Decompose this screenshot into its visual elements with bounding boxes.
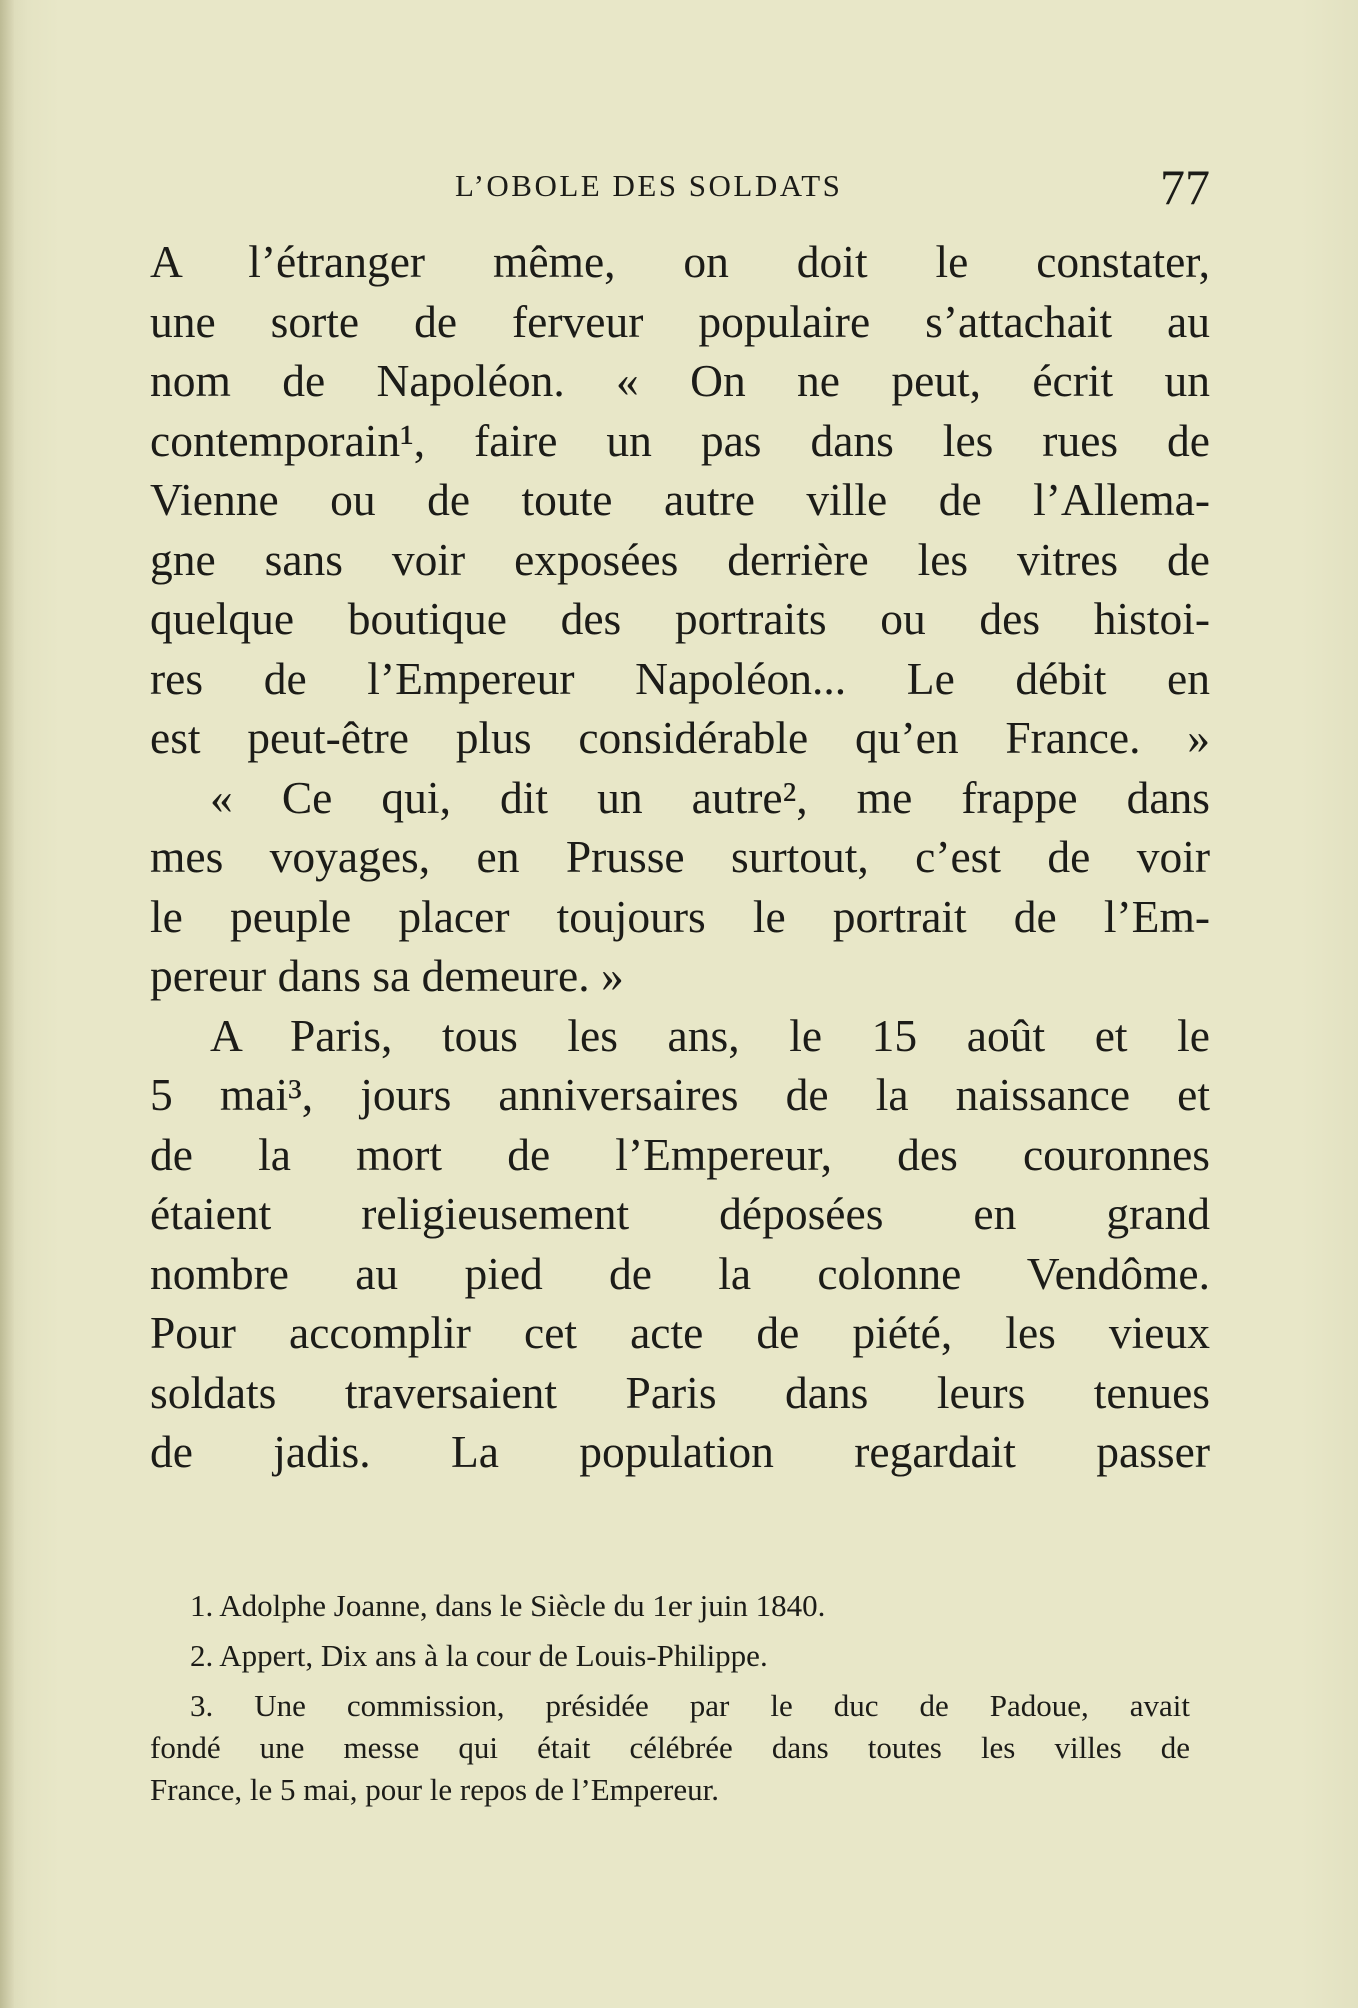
footnote-1: 1. Adolphe Joanne, dans le Siècle du 1er juin 1840. (190, 1588, 826, 1623)
text-line: de la mort de l’Empereur, des couronnes (150, 1128, 1210, 1180)
footnote-2: 2. Appert, Dix ans à la cour de Louis-Philippe. (190, 1638, 768, 1673)
footnotes (150, 1585, 1190, 1811)
page-header (150, 150, 1210, 220)
page-number: 77 (1160, 159, 1210, 215)
text-line: pereur dans sa demeure. » (150, 950, 624, 1001)
text-line: nom de Napoléon. « On ne peut, écrit un (150, 355, 1210, 406)
text-line: nombre au pied de la colonne Vendôme. (150, 1247, 1210, 1299)
text-line: étaient religieusement déposées en grand (150, 1188, 1210, 1239)
footnote-3: 3. Une commission, présidée par le duc de Padoue, avait (190, 1688, 1190, 1723)
text-line: contemporain¹, faire un pas dans les rues de (150, 414, 1210, 466)
text-line: le peuple placer toujours le portrait de l’Em- (150, 890, 1210, 942)
running-title: L’OBOLE DES SOLDATS (455, 168, 843, 203)
footnote-3-continued: France, le 5 mai, pour le repos de l’Empereur. (150, 1772, 719, 1807)
text-line: de jadis. La population regardait passer (150, 1426, 1210, 1477)
text-line: Vienne ou de toute autre ville de l’Allema- (150, 474, 1210, 525)
text-line: A l’étranger même, on doit le constater, (150, 236, 1210, 287)
text-line: est peut-être plus considérable qu’en France. » (150, 712, 1210, 763)
text-line: A Paris, tous les ans, le 15 août et le (210, 1009, 1210, 1061)
footnote-3-continued: fondé une messe qui était célébrée dans toutes les villes de (150, 1730, 1190, 1765)
text-line: soldats traversaient Paris dans leurs tenues (150, 1366, 1210, 1418)
text-line: 5 mai³, jours anniversaires de la naissance et (150, 1069, 1210, 1120)
body-text (150, 232, 1210, 1482)
text-line: mes voyages, en Prusse surtout, c’est de voir (150, 831, 1210, 882)
text-line: « Ce qui, dit un autre², me frappe dans (210, 771, 1210, 823)
page-edge-shadow (0, 0, 14, 2008)
text-line: res de l’Empereur Napoléon... Le débit en (150, 652, 1210, 704)
text-line: Pour accomplir cet acte de piété, les vieux (150, 1307, 1210, 1358)
text-line: une sorte de ferveur populaire s’attachait au (150, 295, 1210, 347)
text-line: quelque boutique des portraits ou des histoi- (150, 593, 1210, 644)
text-line: gne sans voir exposées derrière les vitres de (150, 533, 1210, 585)
